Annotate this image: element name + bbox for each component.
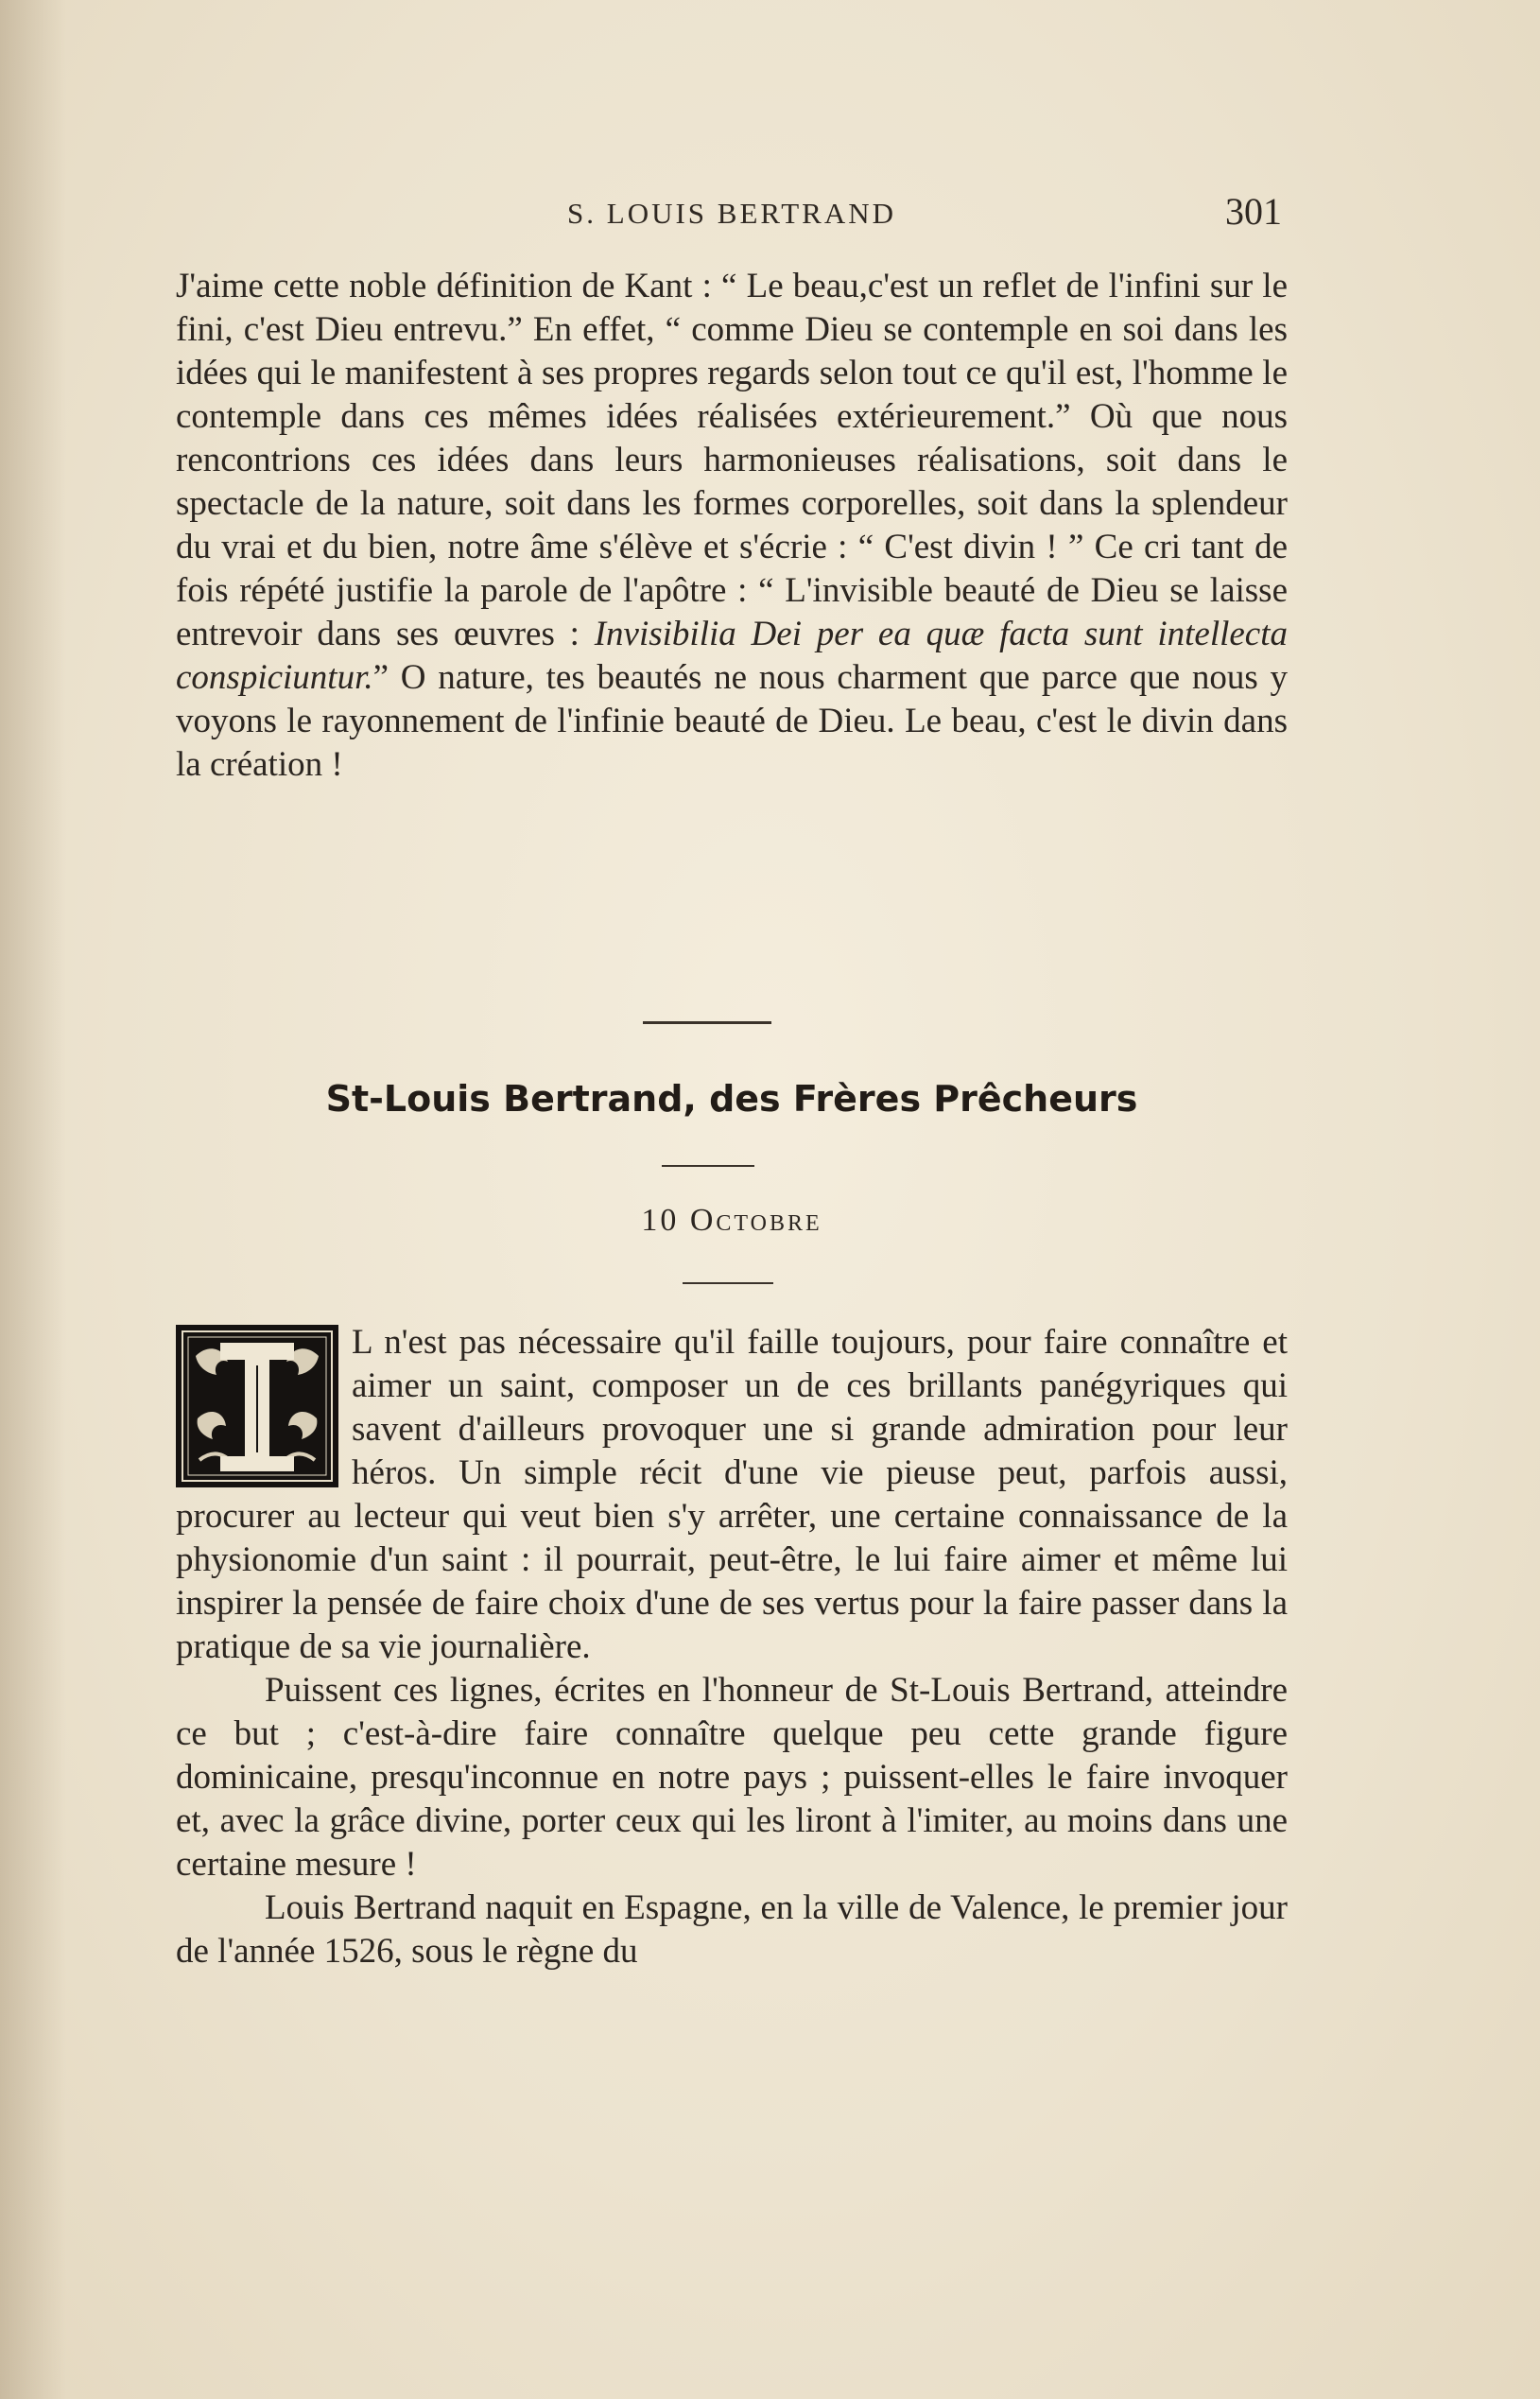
- running-title: S. LOUIS BERTRAND: [567, 197, 896, 230]
- running-head: [176, 189, 1288, 246]
- opening-paragraph: [176, 1321, 1288, 1669]
- chapter-title: St-Louis Bertrand, des Frères Prêcheurs: [325, 1078, 1138, 1120]
- date-underline-rule: [683, 1282, 773, 1284]
- ornamental-initial-icon: [176, 1325, 338, 1487]
- biography-text: [176, 1321, 1288, 1973]
- latin-quotation: Invisibilia Dei per ea quæ facta sunt intellecta conspiciuntur.: [176, 615, 1289, 697]
- top-paragraph: [176, 265, 1288, 787]
- section-divider-rule: [643, 1021, 771, 1024]
- kant-paragraph: [176, 265, 1288, 787]
- third-paragraph: Louis Bertrand naquit en Espagne, en la ville de Valence, le premier jour de l'année 1526, sous le règne du: [176, 1888, 1288, 1971]
- paragraph-text-end: ” O nature, tes beautés ne nous charment que parce que nous y voyons le rayonnement de l'infinie beauté de Dieu. Le beau, c'est le divin dans la création !: [176, 658, 1288, 784]
- page-number: 301: [1225, 190, 1282, 233]
- paragraph-text: J'aime cette noble définition de Kant : “ Le beau,c'est un reflet de l'infini sur le fini, c'est Dieu entrevu.” En effet, “ comme Dieu se contemple en soi dans les idées qui le manifestent à ses propres regards selon tout ce qu'il est, l'homme le contemple dans ces mêmes idées réalisées extérieurement.” Où que nous rencontrions ces idées dans leurs harmonieuses réalisations, soit dans le spectacle de la nature, soit dans les formes corporelles, soit dans la splendeur du vrai et du bien, notre âme s'élève et s'écrie : “ C'est divin ! ” Ce cri tant de fois répété justifie la parole de l'apôtre : “ L'invisible beauté de Dieu se laisse entrevoir dans ses œuvres :: [176, 267, 1288, 653]
- title-underline-rule: [662, 1165, 754, 1167]
- page-gutter-shadow: [0, 0, 66, 2399]
- opening-paragraph-text: L n'est pas nécessaire qu'il faille toujours, pour faire connaître et aimer un saint, composer un de ces brillants panégyriques qui savent d'ailleurs provoquer une si grande admiration pour leur héros. Un simple récit d'une vie pieuse peut, parfois aussi, procurer au lecteur qui veut bien s'y arrêter, une certaine connaissance de la physionomie d'un saint : il pourrait, peut-être, le lui faire aimer et même lui inspirer la pensée de faire choix d'une de ses vertus pour la faire passer dans la pratique de sa vie journalière.: [176, 1323, 1288, 1666]
- feast-date: 10 Octobre: [641, 1203, 822, 1238]
- second-paragraph: Puissent ces lignes, écrites en l'honneur de St-Louis Bertrand, atteindre ce but ; c'est-à-dire faire connaître quelque peu cette grande figure dominicaine, presqu'inconnue en notre pays ; puissent-elles le faire invoquer et, avec la grâce divine, porter ceux qui les liront à l'imiter, au moins dans une certaine mesure !: [176, 1671, 1288, 1884]
